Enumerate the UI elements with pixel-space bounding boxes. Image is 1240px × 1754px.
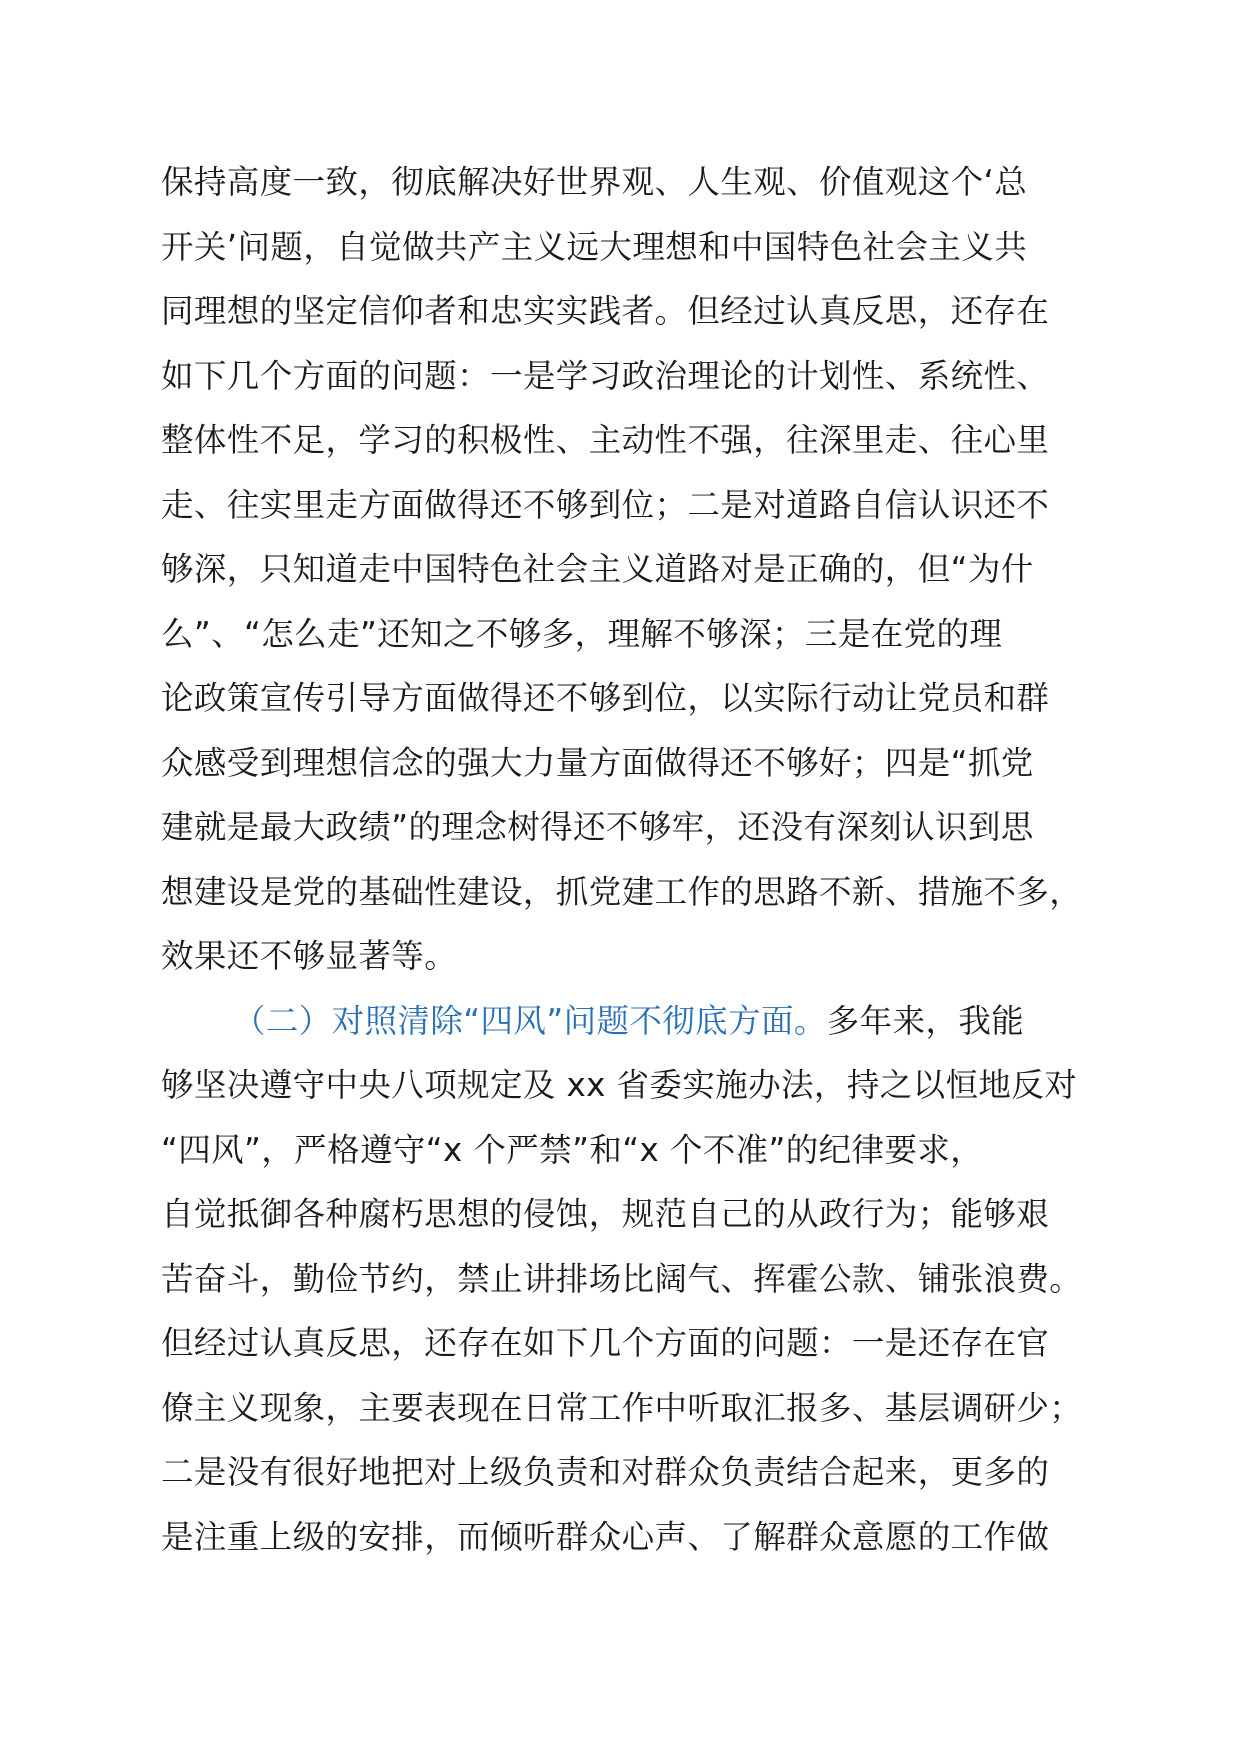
text-line: 众感受到理想信念的强大力量方面做得还不够好；四是“抓党 bbox=[161, 743, 1034, 782]
paragraph-ideals-beliefs bbox=[161, 150, 1121, 989]
text-line: 么”、“怎么走”还知之不够多，理解不够深；三是在党的理 bbox=[161, 614, 1003, 653]
document-body bbox=[161, 150, 1121, 1569]
text-line: 开关’问题，自觉做共产主义远大理想和中国特色社会主义共 bbox=[161, 227, 1028, 266]
text-line: 保持高度一致，彻底解决好世界观、人生观、价值观这个‘总 bbox=[161, 163, 1028, 201]
text-line: 够深，只知道走中国特色社会主义道路对是正确的，但“为什 bbox=[161, 550, 1034, 588]
text-line: 苦奋斗，勤俭节约，禁止讲排场比阔气、挥霍公款、铺张浪费。 bbox=[161, 1259, 1083, 1298]
text-line: 但经过认真反思，还存在如下几个方面的问题：一是还存在官 bbox=[161, 1324, 1050, 1362]
text-line: 如下几个方面的问题：一是学习政治理论的计划性、系统性、 bbox=[161, 356, 1050, 395]
text-line: 二是没有很好地把对上级负责和对群众负责结合起来，更多的 bbox=[161, 1453, 1050, 1491]
text-line: 僚主义现象，主要表现在日常工作中听取汇报多、基层调研少； bbox=[161, 1388, 1083, 1427]
text-line: 走、往实里走方面做得还不够到位；二是对道路自信认识还不 bbox=[161, 485, 1050, 524]
section-heading: （二）对照清除“四风”问题不彻底方面。 bbox=[233, 1001, 827, 1040]
text-line: 同理想的坚定信仰者和忠实实践者。但经过认真反思，还存在 bbox=[161, 292, 1050, 330]
text-line: 论政策宣传引导方面做得还不够到位，以实际行动让党员和群 bbox=[161, 679, 1050, 717]
heading-trailing-text: 多年来，我能 bbox=[826, 1001, 1025, 1040]
first-line bbox=[161, 989, 1121, 1054]
text-line: 效果还不够显著等。 bbox=[161, 937, 458, 975]
paragraph-four-winds bbox=[161, 989, 1121, 1570]
text-line: 够坚决遵守中央八项规定及 xx 省委实施办法，持之以恒地反对 bbox=[161, 1066, 1078, 1104]
text-line: “四风”，严格遵守“x 个严禁”和“x 个不准”的纪律要求， bbox=[161, 1130, 984, 1169]
text-line: 建就是最大政绩”的理念树得还不够牢，还没有深刻认识到思 bbox=[161, 808, 1034, 846]
text-line: 是注重上级的安排，而倾听群众心声、了解群众意愿的工作做 bbox=[161, 1517, 1050, 1556]
text-line: 想建设是党的基础性建设，抓党建工作的思路不新、措施不多， bbox=[161, 872, 1083, 911]
text-line: 整体性不足，学习的积极性、主动性不强，往深里走、往心里 bbox=[161, 421, 1050, 459]
text-line: 自觉抵御各种腐朽思想的侵蚀，规范自己的从政行为；能够艰 bbox=[161, 1195, 1050, 1233]
